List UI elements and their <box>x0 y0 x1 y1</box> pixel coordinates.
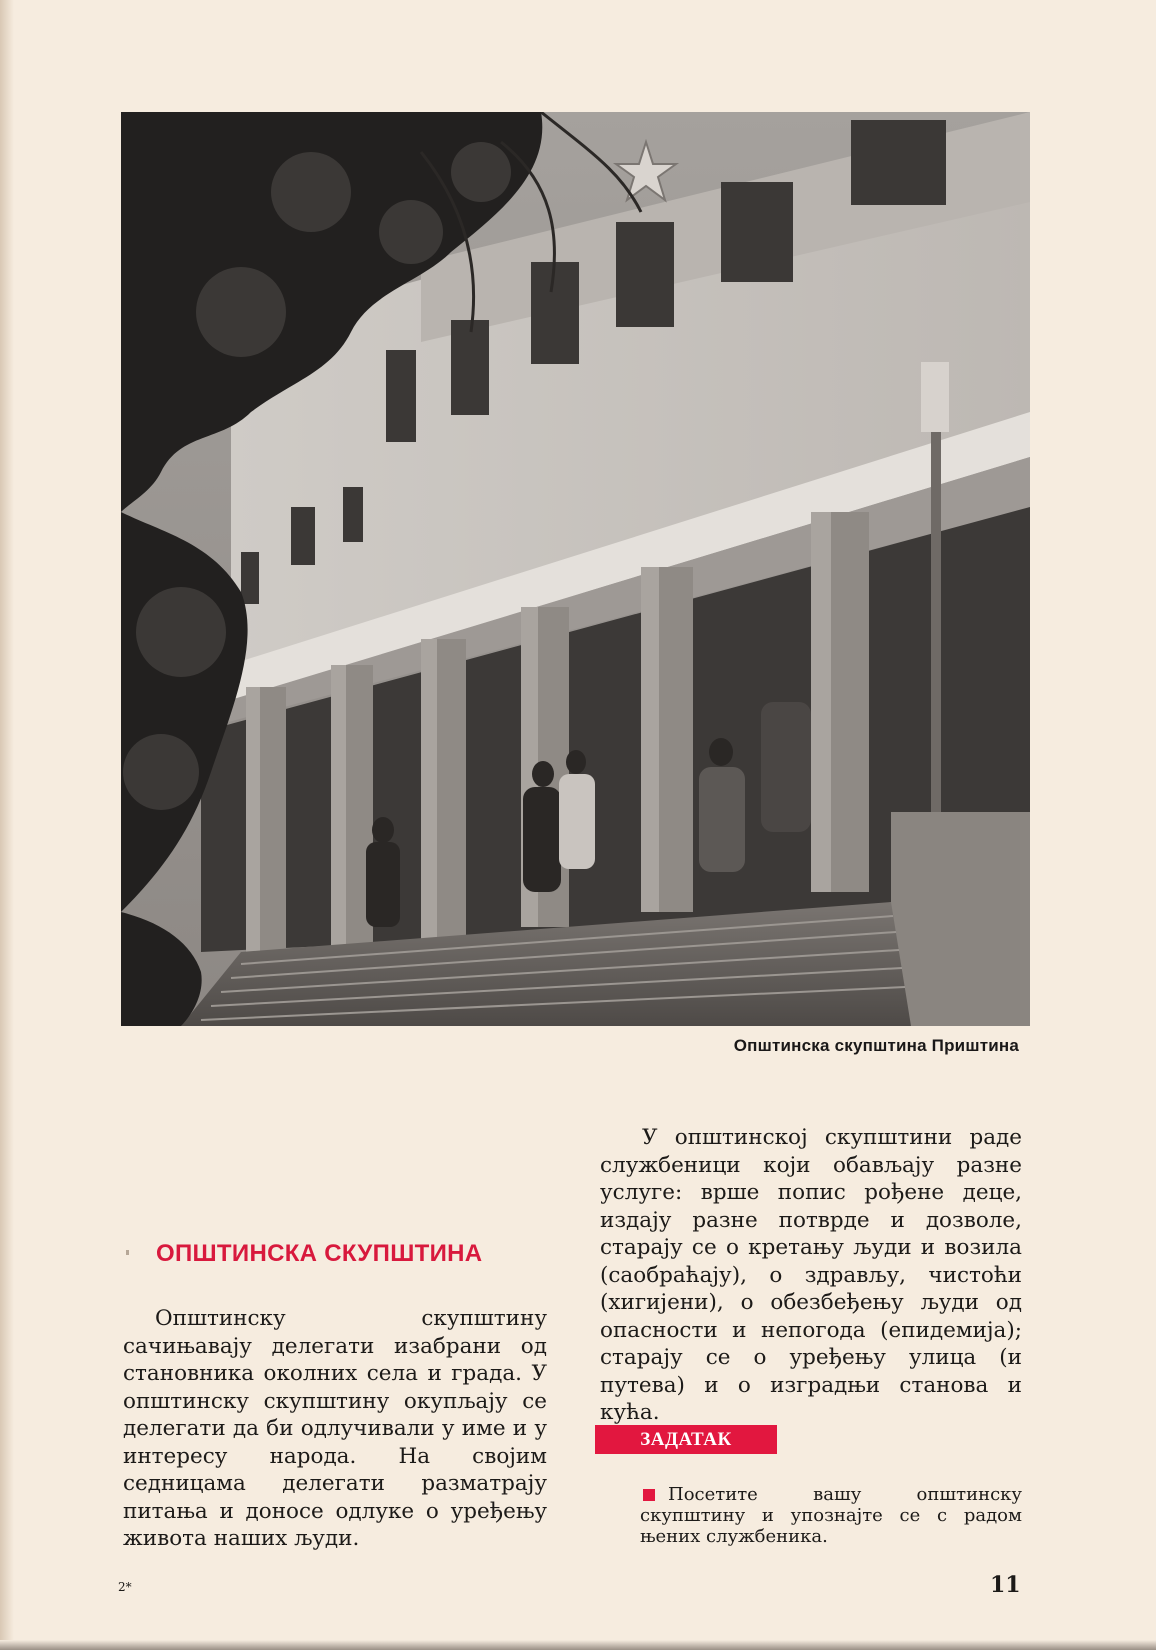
task-text: Посетите вашу општинску скупштину и упознајте се с радом њених службеника. <box>640 1484 1022 1547</box>
signature-mark: 2* <box>118 1580 132 1594</box>
photo-caption: Општинска скупштина Приштина <box>733 1036 1019 1055</box>
building-photo <box>121 112 1030 1026</box>
page-number: 11 <box>990 1572 1021 1598</box>
page-bottom-edge <box>0 1640 1156 1650</box>
task-label: ЗАДАТАК <box>595 1425 777 1454</box>
section-title: ОПШТИНСКА СКУПШТИНА <box>156 1240 483 1267</box>
building-illustration <box>121 112 1030 1026</box>
right-column-paragraph: У општинској скупштини раде службеници који обављају разне услуге: врше попис рођене деце, издају разне потврде и дозволе, старају се о кретању људи и возила (саобраћају), о здрављу, чистоћи (хигијени), о обезбеђењу људи од опасности и непогода (епидемија); старају се о уређењу улица (и путева) и о изградњи станова и кућа. <box>600 1125 1022 1425</box>
task-item <box>640 1484 1022 1547</box>
page-edge <box>0 0 14 1650</box>
left-column-paragraph: Општинску скупштину сачињавају делегати изабрани од становника околних села и града. У општинску скупштину окупљају се делегати да би одлучивали у име и у интересу народа. На својим седницама делегати разматрају питања и доносе одлуке о уређењу живота наших људи. <box>123 1306 547 1551</box>
print-mark <box>126 1250 129 1255</box>
